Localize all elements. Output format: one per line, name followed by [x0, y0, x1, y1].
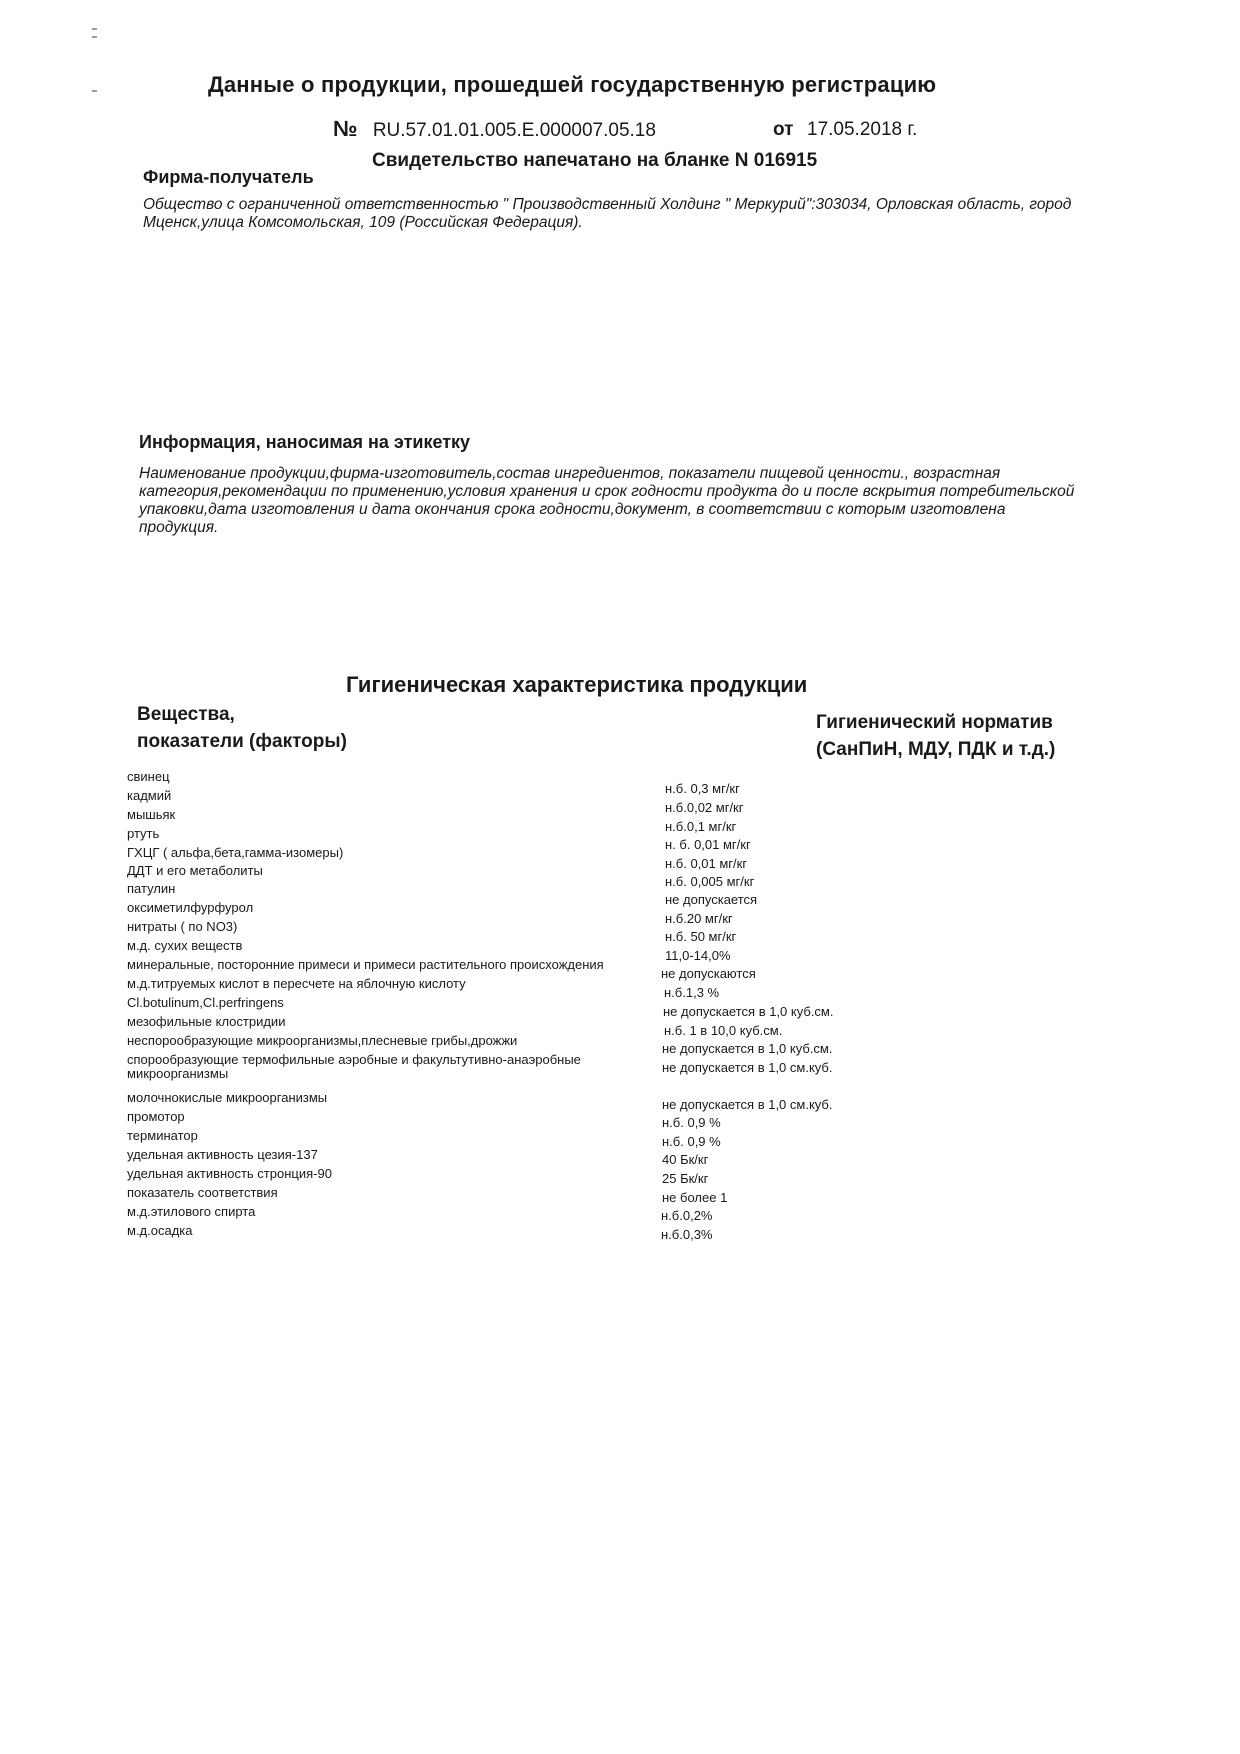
substance-cell: патулин	[127, 881, 176, 896]
substance-cell: свинец	[127, 769, 170, 784]
date-label: от	[773, 119, 794, 140]
scan-artifact	[92, 36, 97, 38]
norm-cell: н.б. 0,005 мг/кг	[665, 874, 755, 889]
norm-cell: н.б. 0,3 мг/кг	[665, 781, 740, 796]
substance-cell: показатель соответствия	[127, 1185, 278, 1200]
norm-cell: не допускается	[665, 892, 758, 907]
registration-line	[333, 116, 973, 142]
substance-cell: неспорообразующие микроорганизмы,плесневые грибы,дрожжи	[127, 1033, 518, 1048]
scan-artifact	[92, 28, 97, 30]
scan-artifact	[92, 90, 97, 92]
number-label: №	[333, 116, 358, 141]
norm-cell: н.б.0,02 мг/кг	[665, 800, 744, 815]
substance-cell: удельная активность стронция-90	[127, 1166, 332, 1181]
norm-cell: не допускаются	[661, 966, 756, 981]
norm-cell: не допускается в 1,0 см.куб.	[662, 1097, 833, 1112]
blank-number-line: Свидетельство напечатано на бланке N 016915	[372, 150, 818, 171]
norm-cell: н.б. 0,9 %	[662, 1115, 721, 1130]
norm-cell: н.б. 0,9 %	[662, 1134, 721, 1149]
norm-cell: не допускается в 1,0 куб.см.	[663, 1004, 834, 1019]
substance-cell: минеральные, посторонние примеси и примеси растительного происхождения	[127, 957, 604, 972]
label-info-text: Наименование продукции,фирма-изготовитель,состав ингредиентов, показатели пищевой ценности., возрастная категория,рекомендации по применению,условия хранения и срок годности продукта до и после вскрытия потребительской упаковки,дата изготовления и дата окончания срока годности,документ, в соответствии с которым изготовлена продукция.	[139, 465, 1075, 536]
substance-cell: м.д.осадка	[127, 1223, 193, 1238]
substance-cell: нитраты ( по NO3)	[127, 919, 238, 934]
substance-cell: ГХЦГ ( альфа,бета,гамма-изомеры)	[127, 845, 344, 860]
substance-cell: мезофильные клостридии	[127, 1014, 286, 1029]
substance-cell: ДДТ и его метаболиты	[127, 863, 263, 878]
hygiene-title: Гигиеническая характеристика продукции	[346, 672, 808, 697]
substances-header-line2: показатели (факторы)	[137, 731, 347, 752]
norm-cell: не более 1	[662, 1190, 728, 1205]
norm-cell: н. б. 0,01 мг/кг	[665, 837, 751, 852]
norm-cell: н.б.0,3%	[661, 1227, 713, 1242]
substance-cell: Cl.botulinum,Cl.perfringens	[127, 995, 284, 1010]
substance-cell: терминатор	[127, 1128, 198, 1143]
norm-header-line1: Гигиенический норматив	[816, 712, 1053, 733]
norm-cell: 40 Бк/кг	[662, 1152, 709, 1167]
substance-cell: м.д. сухих веществ	[127, 938, 243, 953]
substance-cell: промотор	[127, 1109, 185, 1124]
label-info-heading: Информация, наносимая на этикетку	[139, 432, 471, 452]
recipient-heading: Фирма-получатель	[143, 167, 314, 187]
substance-cell: м.д.этилового спирта	[127, 1204, 256, 1219]
substances-header-line1: Вещества,	[137, 704, 235, 725]
norm-cell: не допускается в 1,0 см.куб.	[662, 1060, 833, 1075]
norm-cell: н.б.20 мг/кг	[665, 911, 733, 926]
norm-cell: 25 Бк/кг	[662, 1171, 709, 1186]
substance-cell: ртуть	[127, 826, 160, 841]
norm-cell: н.б.1,3 %	[664, 985, 720, 1000]
norm-cell: н.б.0,2%	[661, 1208, 713, 1223]
norm-header-line2: (СанПиН, МДУ, ПДК и т.д.)	[816, 739, 1056, 760]
substance-cell: кадмий	[127, 788, 172, 803]
document-title: Данные о продукции, прошедшей государственную регистрацию	[208, 72, 937, 97]
substance-cell: мышьяк	[127, 807, 176, 822]
recipient-text: Общество с ограниченной ответственностью " Производственный Холдинг " Меркурий":303034, Орловская область, город Мценск,улица Комсомольская, 109 (Российская Федерация).	[143, 196, 1072, 231]
norm-cell: 11,0-14,0%	[665, 948, 731, 963]
substance-cell: спорообразующие термофильные аэробные и факультутивно-анаэробные микроорганизмы	[127, 1052, 581, 1081]
norm-cell: н.б. 0,01 мг/кг	[665, 856, 748, 871]
norm-cell: н.б. 1 в 10,0 куб.см.	[664, 1023, 783, 1038]
norm-cell: не допускается в 1,0 куб.см.	[662, 1041, 833, 1056]
norm-cell: н.б.0,1 мг/кг	[665, 819, 737, 834]
substance-cell: молочнокислые микроорганизмы	[127, 1090, 328, 1105]
substance-cell: м.д.титруемых кислот в пересчете на яблочную кислоту	[127, 976, 466, 991]
substances-column-header	[137, 701, 347, 755]
norm-column-header	[816, 709, 1055, 763]
registration-number: RU.57.01.01.005.Е.000007.05.18	[372, 120, 656, 141]
norm-cell: н.б. 50 мг/кг	[665, 929, 737, 944]
registration-date: 17.05.2018 г.	[807, 119, 918, 140]
substance-cell: оксиметилфурфурол	[127, 900, 254, 915]
substance-cell: удельная активность цезия-137	[127, 1147, 318, 1162]
